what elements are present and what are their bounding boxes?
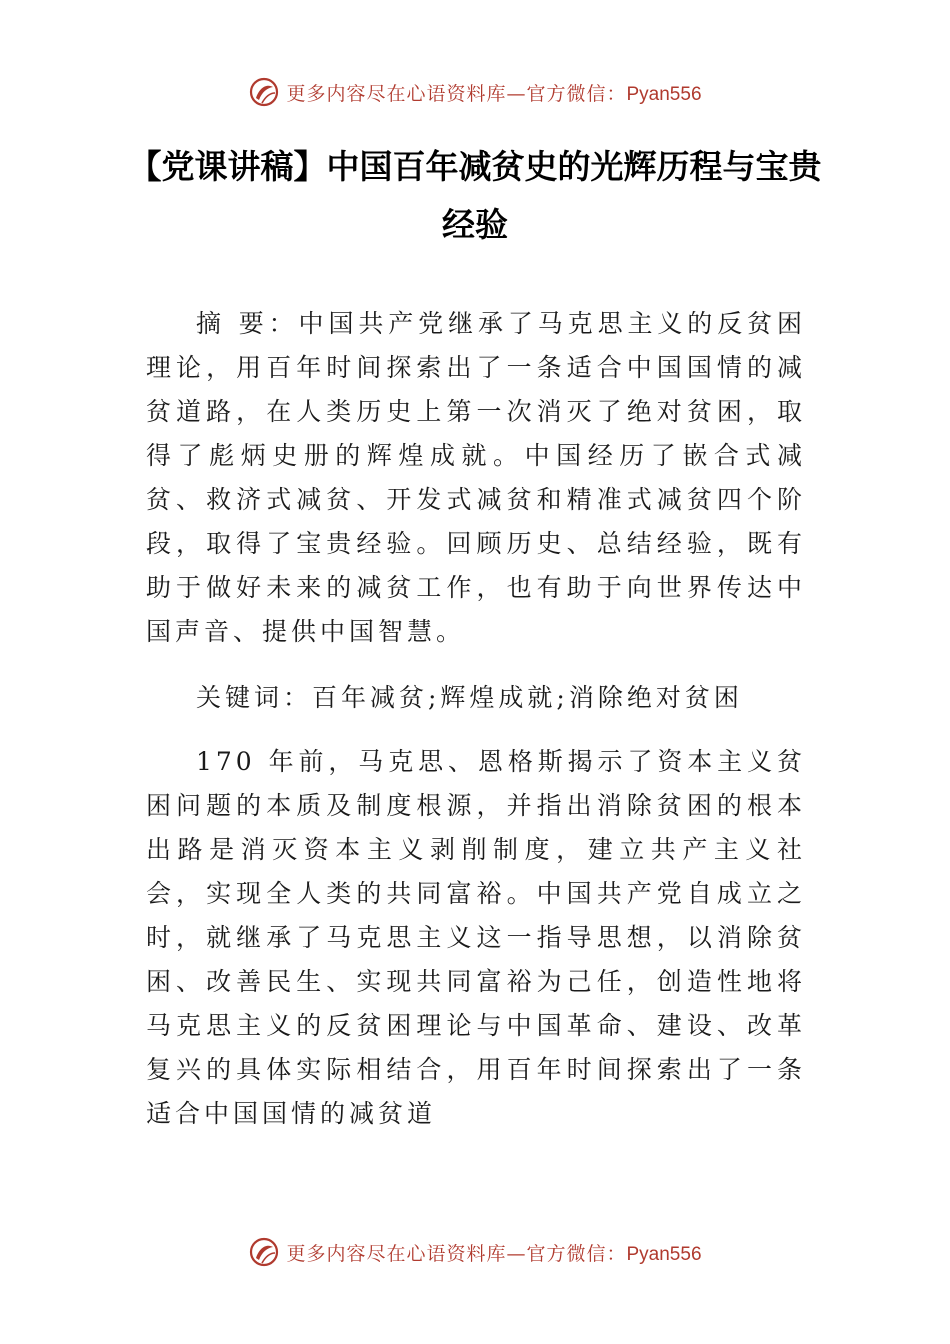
body-paragraph: 170 年前，马克思、恩格斯揭示了资本主义贫困问题的本质及制度根源，并指出消除贫困的根本出路是消灭资本主义剥削制度，建立共产主义社会，实现全人类的共同富裕。中国共产党自成立之时，就继承了马克思主义这一指导思想，以消除贫困、改善民生、实现共同富裕为己任，创造性地将马克思主义的反贫困理论与中国革命、建设、改革复兴的具体实际相结合，用百年时间探索出了一条适合中国国情的减贫道 (146, 747, 806, 1128)
header-watermark (0, 72, 950, 112)
document-body (146, 302, 806, 1136)
watermark-text (286, 79, 701, 106)
document-title: 【党课讲稿】中国百年减贫史的光辉历程与宝贵经验 (128, 147, 822, 244)
logo-icon (248, 1236, 280, 1268)
watermark-text-cn: 更多内容尽在心语资料库—官方微信： (286, 1242, 627, 1265)
watermark-wechat-id: Pyan556 (626, 1243, 702, 1265)
logo-icon (248, 76, 280, 108)
watermark-text (286, 1239, 701, 1266)
watermark-wechat-id: Pyan556 (626, 83, 702, 105)
keywords-paragraph: 关键词：百年减贫;辉煌成就;消除绝对贫困 (196, 683, 743, 712)
abstract-paragraph: 摘 要：中国共产党继承了马克思主义的反贫困理论，用百年时间探索出了一条适合中国国情的减贫道路，在人类历史上第一次消灭了绝对贫困，取得了彪炳史册的辉煌成就。中国经历了嵌合式减贫、救济式减贫、开发式减贫和精准式减贫四个阶段，取得了宝贵经验。回顾历史、总结经验，既有助于做好未来的减贫工作，也有助于向世界传达中国声音、提供中国智慧。 (146, 309, 806, 646)
footer-watermark (0, 1232, 950, 1272)
watermark-text-cn: 更多内容尽在心语资料库—官方微信： (286, 82, 627, 105)
